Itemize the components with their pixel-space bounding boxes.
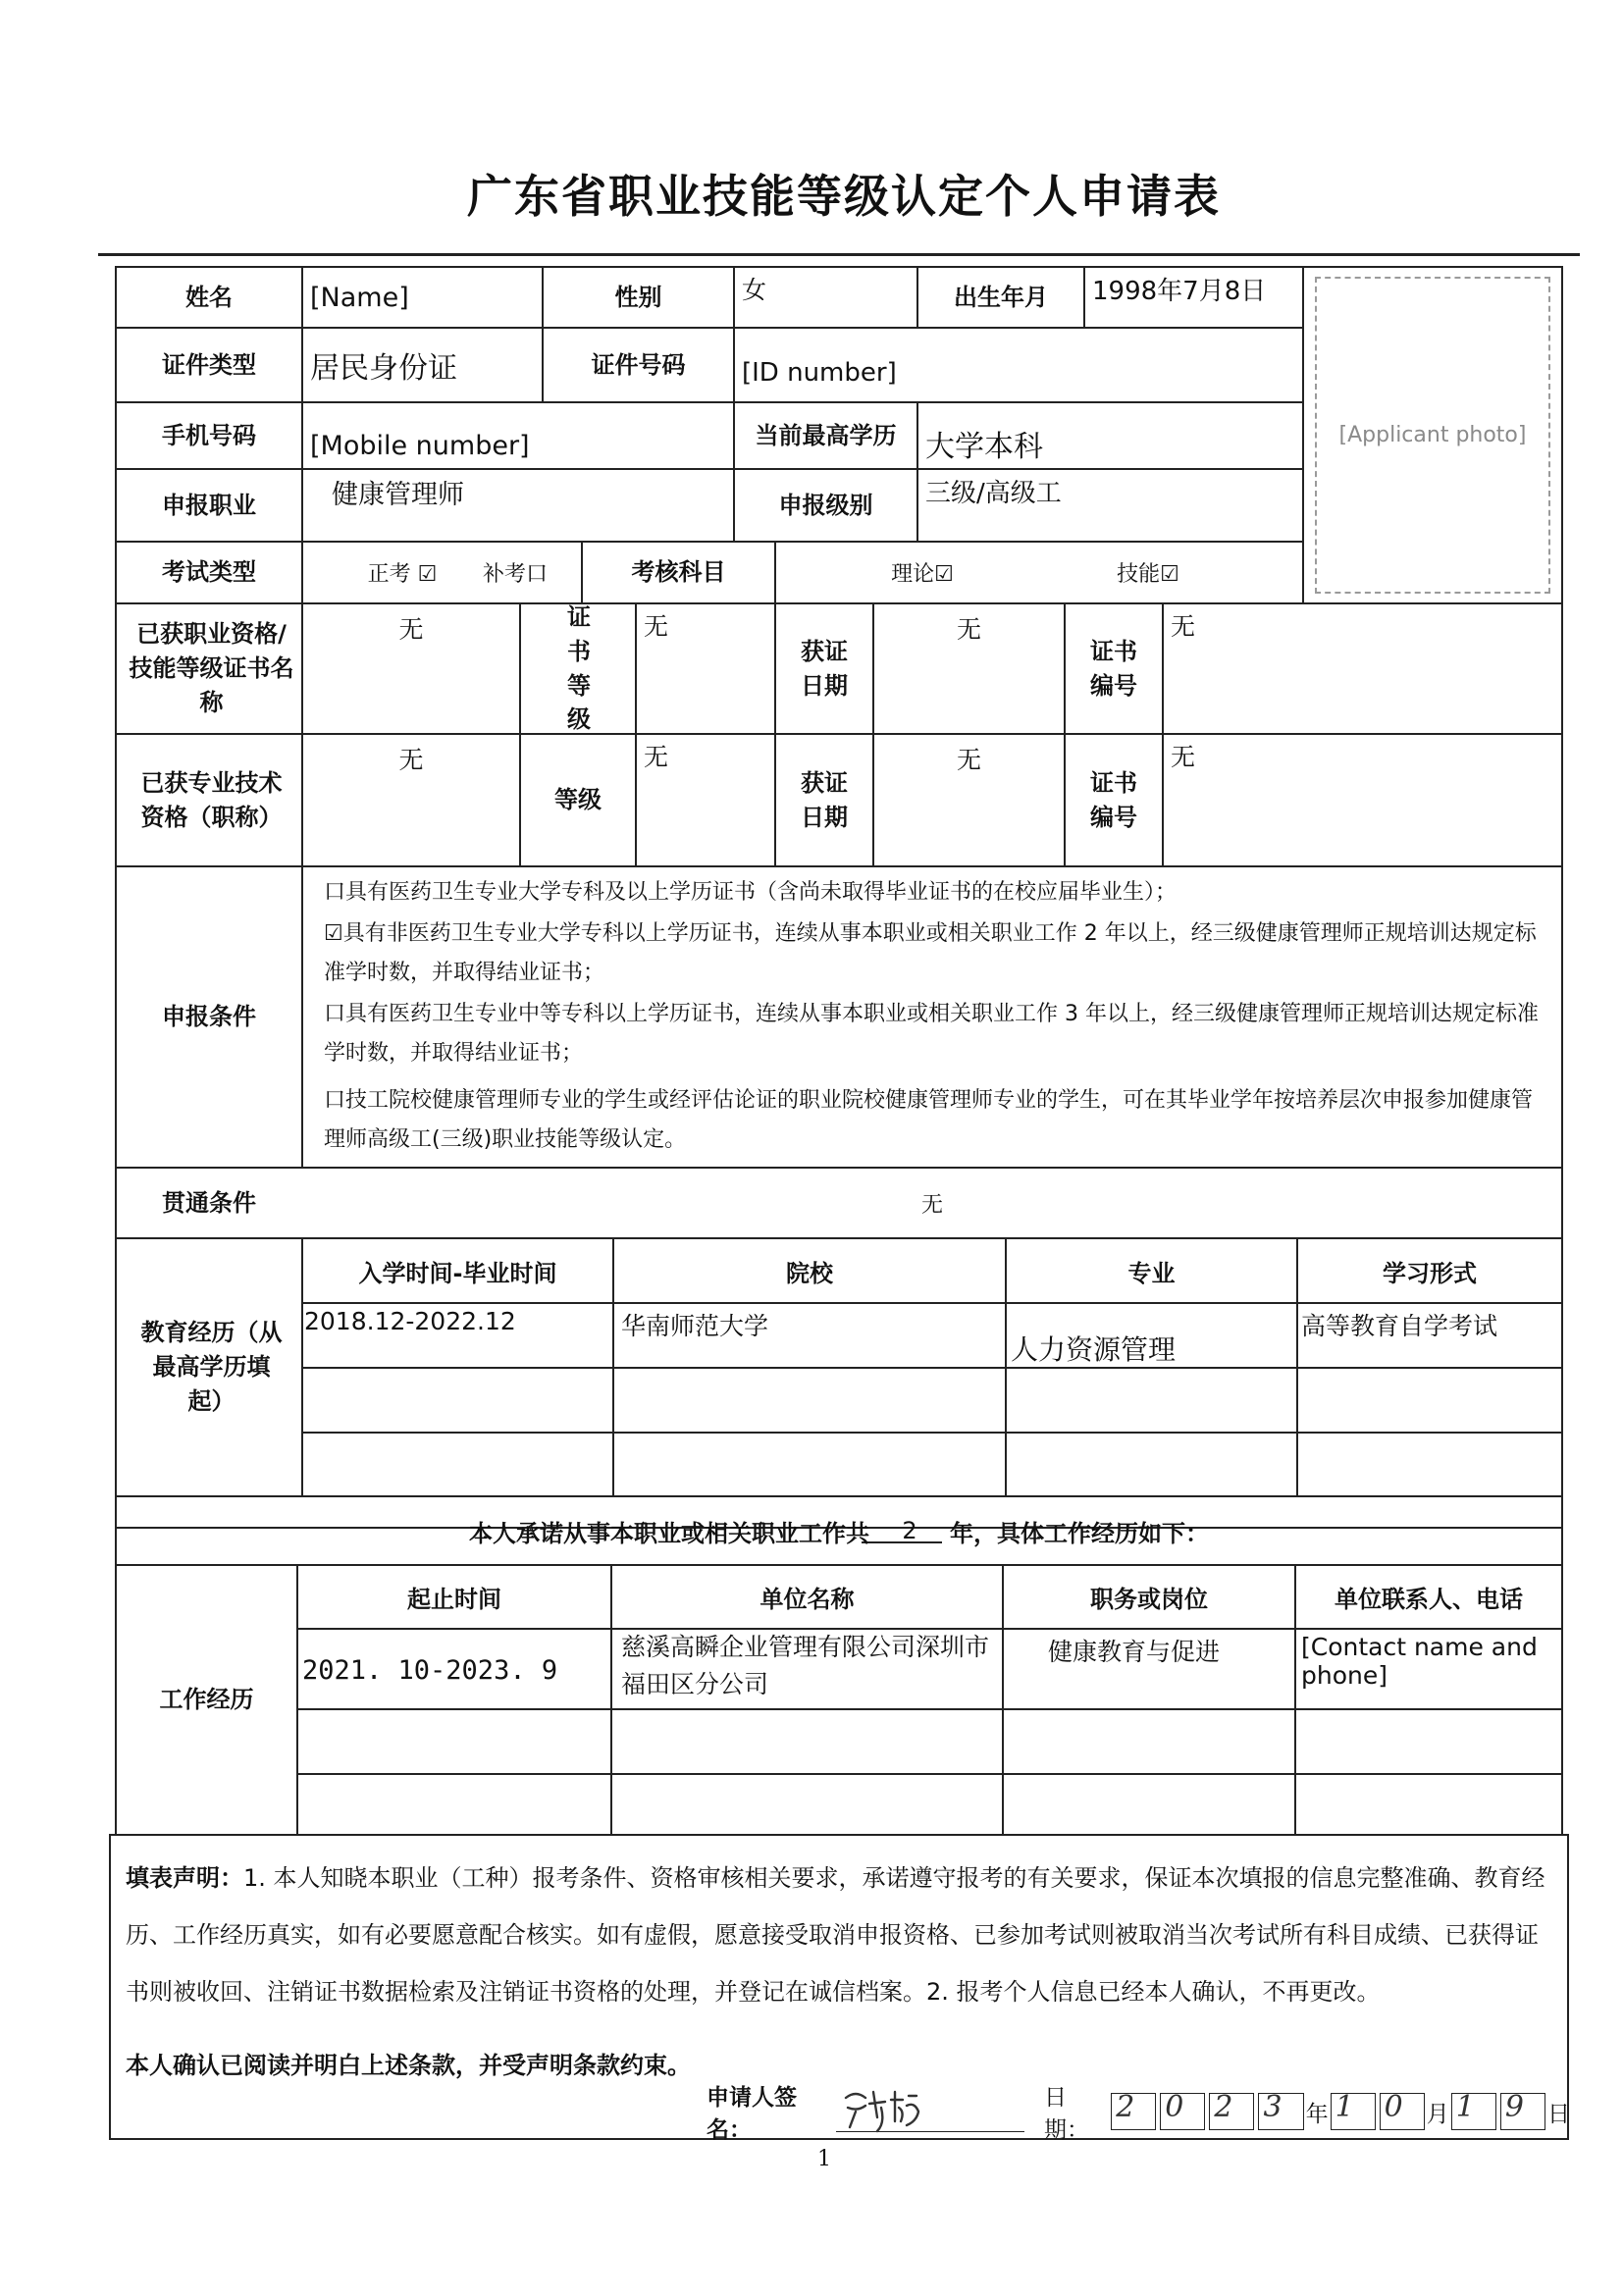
tech-date: 无 — [956, 746, 981, 774]
cert-name: 无 — [398, 615, 424, 644]
declaration-confirm: 本人确认已阅读并明白上述条款，并受声明条款约束。 — [126, 2052, 691, 2079]
work-header-employer: 单位名称 — [759, 1586, 855, 1613]
tech-level: 无 — [644, 743, 669, 771]
edu-header-school: 院校 — [786, 1259, 833, 1287]
cert-no: 无 — [1171, 612, 1196, 641]
tech-date-label: 获证日期 — [801, 768, 848, 831]
condition-1: 口具有医药卫生专业大学专科及以上学历证书（含尚未取得毕业证书的在校应届毕业生）； — [324, 880, 1178, 905]
edu-row-1-mode: 高等教育自学考试 — [1301, 1312, 1498, 1340]
subject-skill: 技能☑ — [1117, 562, 1179, 587]
through-value: 无 — [920, 1192, 943, 1218]
edu-label: 当前最高学历 — [755, 421, 897, 449]
birth-label: 出生年月 — [954, 283, 1048, 311]
tech-no: 无 — [1171, 743, 1196, 771]
occupation-value: 健康管理师 — [332, 480, 464, 510]
form-title: 广东省职业技能等级认定个人申请表 — [467, 170, 1221, 223]
work-row-1-position: 健康教育与促进 — [1048, 1638, 1221, 1666]
year-digit-1: 2 — [1111, 2093, 1156, 2130]
signature-line — [836, 2092, 1024, 2132]
date-label: 日期： — [1044, 2085, 1090, 2143]
subjects-label: 考核科目 — [631, 558, 726, 587]
cert-level: 无 — [644, 612, 669, 641]
work-promise-prefix: 本人承诺从事本职业或相关职业工作共 — [469, 1519, 869, 1547]
edu-value: 大学本科 — [925, 430, 1043, 464]
work-header-position: 职务或岗位 — [1090, 1586, 1208, 1613]
exam-type-makeup: 补考口 — [482, 562, 548, 587]
idtype-label: 证件类型 — [162, 350, 256, 379]
work-label: 工作经历 — [159, 1686, 254, 1714]
phone-label: 手机号码 — [162, 421, 256, 449]
cert-level-label: 证书等级 — [567, 602, 591, 734]
month-digit-2: 0 — [1380, 2093, 1425, 2130]
work-row-1-period: 2021. 10-2023. 9 — [302, 1654, 558, 1686]
photo-placeholder-label: [Applicant photo] — [1338, 423, 1527, 447]
education-label: 教育经历（从最高学历填起） — [140, 1319, 283, 1415]
day-digit-1: 1 — [1451, 2093, 1496, 2130]
applicant-photo — [1315, 277, 1550, 594]
declaration-heading: 填表声明： — [126, 1864, 243, 1892]
through-label: 贯通条件 — [162, 1188, 256, 1217]
edu-row-1-major: 人力资源管理 — [1011, 1333, 1177, 1366]
idno-value: [ID number] — [742, 358, 897, 388]
idno-label: 证件号码 — [591, 350, 686, 379]
cert-label: 已获职业资格/技能等级证书名称 — [129, 620, 294, 716]
work-row-1-employer: 慈溪高瞬企业管理有限公司深圳市福田区分公司 — [621, 1633, 990, 1698]
condition-4: 口技工院校健康管理师专业的学生或经评估论证的职业院校健康管理师专业的学生，可在其毕业学年按培养层次申报参加健康管理师高级工(三级)职业技能等级认定。 — [324, 1088, 1534, 1152]
occupation-label: 申报职业 — [162, 491, 256, 519]
cert-date-label: 获证日期 — [801, 637, 848, 700]
tech-name: 无 — [398, 746, 424, 774]
name-label: 姓名 — [185, 283, 233, 311]
exam-type-regular: 正考 ☑ — [367, 562, 438, 587]
condition-2: ☑具有非医药卫生专业大学专科以上学历证书，连续从事本职业或相关职业工作 2 年以上，经三级健康管理师正规培训达规定标准学时数，并取得结业证书； — [324, 921, 1537, 985]
year-digit-3: 2 — [1209, 2093, 1254, 2130]
edu-header-period: 入学时间-毕业时间 — [358, 1259, 557, 1287]
tech-no-label: 证书编号 — [1090, 768, 1137, 831]
conditions-label: 申报条件 — [162, 1003, 256, 1031]
signature-label: 申请人签名： — [707, 2085, 797, 2143]
work-promise — [116, 1496, 1562, 1565]
work-promise-suffix: 年，具体工作经历如下： — [950, 1519, 1209, 1547]
name-value: [Name] — [310, 282, 409, 313]
work-header-period: 起止时间 — [407, 1586, 501, 1613]
tech-label: 已获专业技术资格（职称） — [140, 768, 283, 831]
signature-row — [707, 2085, 1570, 2143]
year-digit-4: 3 — [1258, 2093, 1303, 2130]
handwritten-signature — [836, 2078, 1032, 2137]
work-header-contact: 单位联系人、电话 — [1335, 1586, 1523, 1613]
idtype-value: 居民身份证 — [310, 351, 457, 386]
day-digit-2: 9 — [1500, 2093, 1545, 2130]
day-unit: 日 — [1546, 2101, 1570, 2127]
phone-value: [Mobile number] — [310, 430, 530, 461]
work-row-1-contact: [Contact name and phone] — [1301, 1633, 1538, 1690]
gender-value: 女 — [742, 276, 767, 304]
exam-type-label: 考试类型 — [162, 558, 256, 587]
cert-date: 无 — [956, 615, 981, 644]
condition-3: 口具有医药卫生专业中等专科以上学历证书，连续从事本职业或相关职业工作 3 年以上，经三级健康管理师正规培训达规定标准学时数，并取得结业证书； — [324, 1002, 1539, 1066]
declaration-body: 1. 本人知晓本职业（工种）报考条件、资格审核相关要求，承诺遵守报考的有关要求，保证本次填报的信息完整准确、教育经历、工作经历真实，如有必要愿意配合核实。如有虚假，愿意接受取消申报资格、已参加考试则被取消当次考试所有科目成绩、已获得证书则被收回、注销证书数据检索及注销证书资格的处理，并登记在诚信档案。2. 报考个人信息已经本人确认，不再更改。 — [126, 1864, 1545, 2006]
birth-value: 1998年7月8日 — [1092, 277, 1267, 306]
edu-row-1-school: 华南师范大学 — [621, 1312, 769, 1340]
work-promise-years: 2 — [902, 1517, 917, 1544]
year-digit-2: 0 — [1160, 2093, 1205, 2130]
page-number: 1 — [817, 2147, 831, 2171]
gender-label: 性别 — [614, 283, 662, 311]
month-digit-1: 1 — [1331, 2093, 1376, 2130]
level-label: 申报级别 — [778, 491, 873, 519]
edu-row-1-period: 2018.12-2022.12 — [304, 1307, 516, 1335]
declaration-text — [126, 1850, 1558, 2077]
month-unit: 月 — [1426, 2101, 1449, 2127]
tech-level-label: 等级 — [554, 786, 602, 814]
level-value: 三级/高级工 — [925, 479, 1062, 508]
edu-header-major: 专业 — [1127, 1259, 1176, 1287]
cert-no-label: 证书编号 — [1090, 637, 1137, 700]
subject-theory: 理论☑ — [891, 562, 954, 587]
year-unit: 年 — [1305, 2101, 1329, 2127]
edu-header-mode: 学习形式 — [1383, 1259, 1477, 1287]
